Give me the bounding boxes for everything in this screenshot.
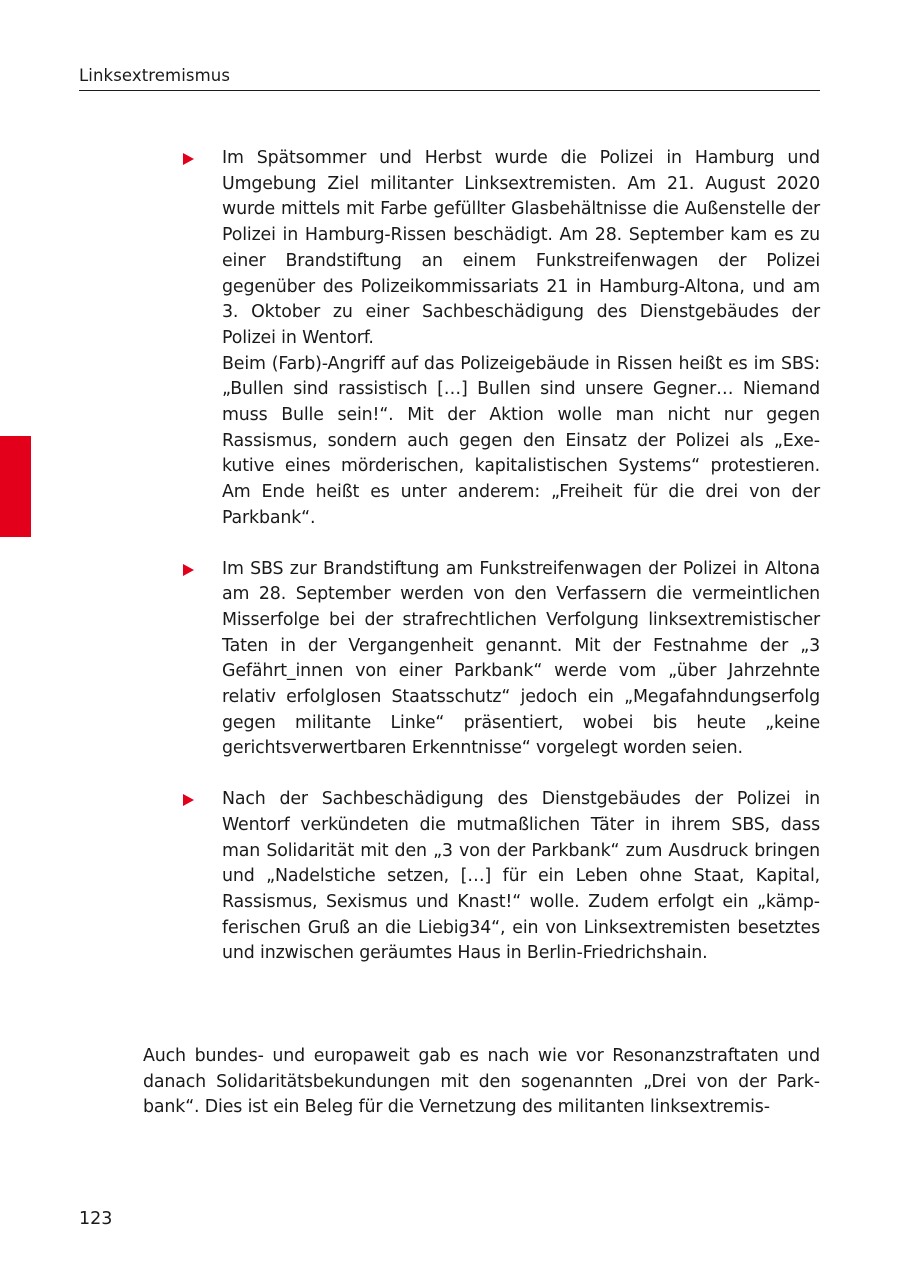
body-paragraph: Auch bundes- und europaweit gab es nach wie vor Resonanzstraftaten und danach Solidaritätsbekundungen mit den sogenannten „Drei von der Parkbank“. Dies ist ein Beleg für die Vernetzung des militanten linksextremis- xyxy=(143,1046,820,1118)
bullet-item-police-attacks xyxy=(181,146,820,532)
bullet-item-altona-arson xyxy=(181,557,820,763)
bullet-paragraph: Im Spätsommer und Herbst wurde die Polizei in Hamburg und Umgebung Ziel militanter Linksextremisten. Am 21. August 2020 wurde mittels mit Farbe gefüllter Glasbehältnisse die Außenstelle der Polizei in Hamburg-Rissen beschädigt. Am 28. September kam es zu einer Brandstiftung an einem Funkstreifenwagen der Polizei gegenüber des Polizeikommissariats 21 in Hamburg-Altona, und am 3. Oktober zu einer Sachbeschädigung des Dienstgebäudes der Polizei in Wentorf. xyxy=(222,148,820,348)
bullet-paragraph: Beim (Farb)-Angriff auf das Polizeigebäude in Rissen heißt es im SBS: „Bullen sind rassistisch […] Bullen sind unsere Gegner… Niemand muss Bulle sein!“. Mit der Aktion wolle man nicht nur gegen Rassismus, sondern auch gegen den Einsatz der Polizei als „Exekutive eines mörderischen, kapitalistischen Systems“ protestieren. Am Ende heißt es unter anderem: „Freiheit für die drei von der Parkbank“. xyxy=(222,353,820,528)
header-divider xyxy=(79,90,820,91)
triangle-bullet-icon xyxy=(183,794,194,806)
bullet-list xyxy=(181,146,820,992)
running-header-title: Linksextremismus xyxy=(79,66,231,85)
triangle-bullet-icon xyxy=(183,153,194,165)
bullet-paragraph: Im SBS zur Brandstiftung am Funkstreifenwagen der Polizei in Altona am 28. September werden von den Verfassern die vermeintlichen Misserfolge bei der strafrechtlichen Verfolgung linksextremistischer Taten in der Vergangenheit genannt. Mit der Festnahme der „3 Gefährt_innen von einer Parkbank“ werde vom „über Jahrzehnte relativ erfolglosen Staatsschutz“ jedoch ein „Megafahndungserfolg gegen militante Linke“ präsentiert, wobei bis heute „keine gerichtsverwertbaren Erkenntnisse“ vorgelegt worden seien. xyxy=(222,558,820,759)
page-number: 123 xyxy=(79,1209,113,1229)
bullet-item-wentorf-damage xyxy=(181,787,820,967)
bullet-paragraph: Nach der Sachbeschädigung des Dienstgebäudes der Polizei in Wentorf verkündeten die mutmaßlichen Täter in ihrem SBS, dass man Solidarität mit den „3 von der Parkbank“ zum Ausdruck bringen und „Nadelstiche setzen, […] für ein Leben ohne Staat, Kapital, Rassismus, Sexismus und Knast!“ wolle. Zudem erfolgt ein „kämpferischen Gruß an die Liebig34“, ein von Linksextremisten besetztes und inzwischen geräumtes Haus in Berlin-Friedrichshain. xyxy=(222,789,820,964)
chapter-side-marker xyxy=(0,436,31,537)
triangle-bullet-icon xyxy=(183,564,194,576)
